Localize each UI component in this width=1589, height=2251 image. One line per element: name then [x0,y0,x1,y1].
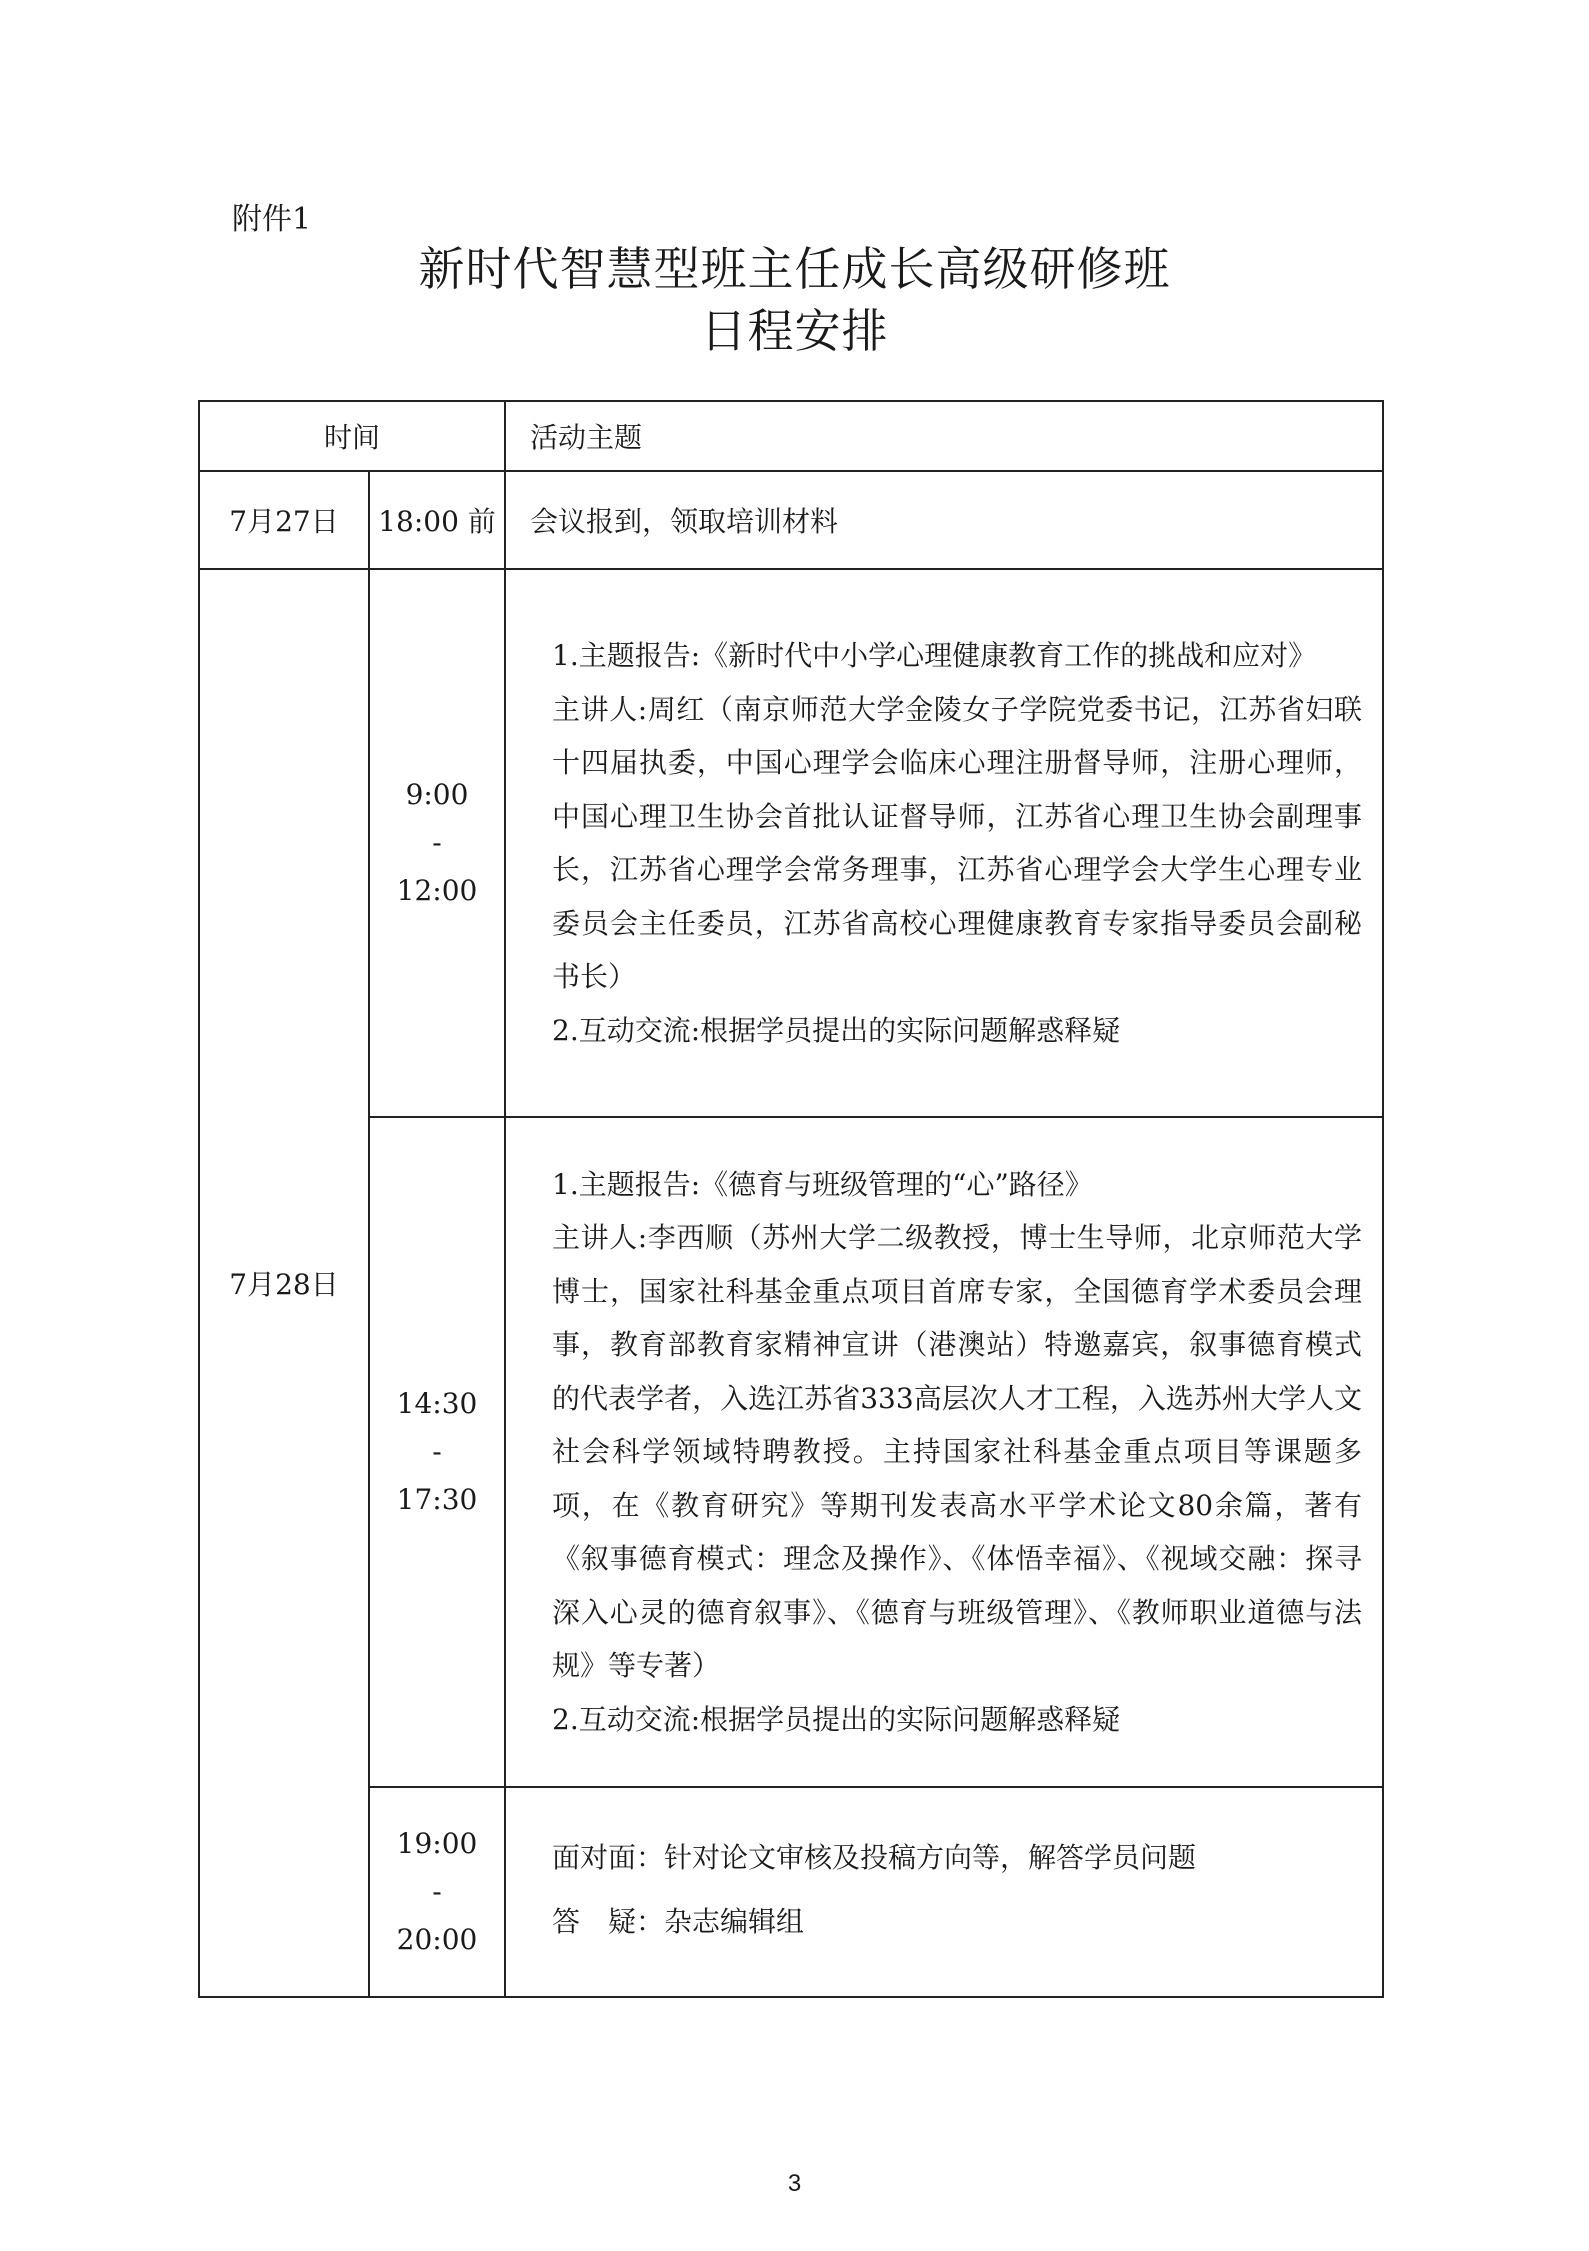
time-separator: - [432,1875,442,1908]
time-cell [369,569,505,1117]
table-row [199,1117,1383,1787]
header-activity: 活动主题 [505,401,1383,471]
time-start: 14:30 [396,1387,478,1420]
time-start: 9:00 [405,778,469,811]
date-cell: 7月27日 [199,471,369,569]
time-end: 20:00 [396,1923,478,1956]
time-end: 12:00 [396,874,478,907]
document-title: 新时代智慧型班主任成长高级研修班 [418,242,1171,296]
table-header-row [199,401,1383,471]
table-row [199,1787,1383,1997]
time-separator: - [432,1435,442,1468]
time-cell [369,1787,505,1997]
time-cell [369,1117,505,1787]
activity-cell [505,1117,1383,1787]
activity-qa: 2.互动交流:根据学员提出的实际问题解惑释疑 [552,1702,1121,1736]
activity-cell [505,569,1383,1117]
activity-text: 会议报到，领取培训材料 [530,505,839,538]
time-end: 17:30 [396,1483,478,1516]
time-separator: - [432,826,442,859]
table-row [199,569,1383,1117]
header-time: 时间 [199,401,505,471]
activity-face-to-face: 面对面：针对论文审核及投稿方向等，解答学员问题 [552,1841,1197,1874]
activity-qa: 2.互动交流:根据学员提出的实际问题解惑释疑 [552,1013,1121,1047]
activity-topic: 1.主题报告:《德育与班级管理的“心”路径》 [552,1167,1093,1201]
time-cell: 18:00 前 [369,471,505,569]
date-cell: 7月28日 [199,569,369,1997]
activity-speaker: 主讲人:周红（南京师范大学金陵女子学院党委书记，江苏省妇联十四届执委，中国心理学会临床心理注册督导师，注册心理师，中国心理卫生协会首批认证督导师，江苏省心理卫生协会副理事长，江苏省心理学会常务理事，江苏省心理学会大学生心理专业委员会主任委员，江苏省高校心理健康教育专家指导委员会副秘书长） [552,692,1363,993]
time-start: 19:00 [396,1827,478,1860]
activity-topic: 1.主题报告:《新时代中小学心理健康教育工作的挑战和应对》 [552,639,1317,672]
activity-cell [505,471,1383,569]
activity-cell [505,1787,1383,1997]
activity-speaker: 主讲人:李西顺（苏州大学二级教授，博士生导师，北京师范大学博士，国家社科基金重点项目首席专家，全国德育学术委员会理事，教育部教育家精神宣讲（港澳站）特邀嘉宾，叙事德育模式的代表学者，入选江苏省333高层次人才工程，入选苏州大学人文社会科学领域特聘教授。主持国家社科基金重点项目等课题多项，在《教育研究》等期刊发表高水平学术论文80余篇，著有《叙事德育模式：理念及操作》、《体悟幸福》、《视域交融：探寻深入心灵的德育叙事》、《德育与班级管理》、《教师职业道德与法规》等专著） [552,1221,1363,1683]
schedule-table [198,400,1384,1998]
table-row [199,471,1383,569]
document-subtitle: 日程安排 [700,304,889,358]
page-number: 3 [787,2170,802,2197]
activity-answer: 答 疑：杂志编辑组 [552,1905,805,1938]
attachment-label: 附件1 [232,202,312,237]
